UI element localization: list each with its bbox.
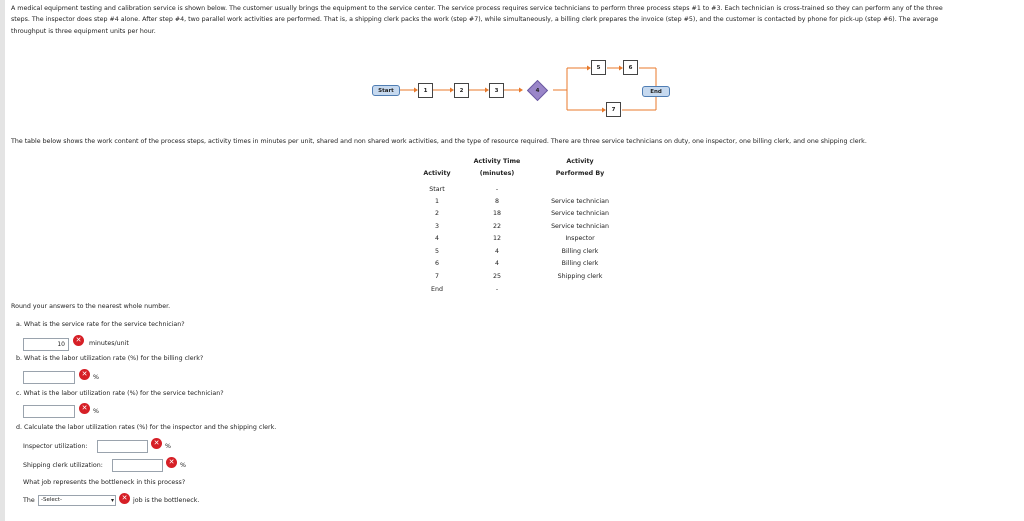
cell-activity: 2 xyxy=(434,210,439,217)
error-icon: ✕ xyxy=(151,438,162,449)
question-c-unit: % xyxy=(93,408,99,415)
header-time-1: Activity Time xyxy=(473,158,521,165)
start-node: Start xyxy=(372,85,400,96)
cell-activity: 5 xyxy=(434,248,439,255)
header-activity: Activity xyxy=(423,170,451,177)
step-node-2: 2 xyxy=(454,83,469,98)
service-rate-input[interactable]: 10 xyxy=(23,338,69,351)
error-icon: ✕ xyxy=(79,403,90,414)
shipping-utilization-label: Shipping clerk utilization: xyxy=(23,462,103,469)
bottleneck-select-value: -Select- xyxy=(41,497,62,503)
cell-activity: 1 xyxy=(434,198,439,205)
round-note: Round your answers to the nearest whole number. xyxy=(11,303,171,310)
cell-activity: 7 xyxy=(434,273,439,280)
error-icon: ✕ xyxy=(119,493,130,504)
cell-activity: End xyxy=(431,286,443,293)
error-icon: ✕ xyxy=(73,335,84,346)
cell-time: 4 xyxy=(494,260,499,267)
end-node: End xyxy=(642,86,670,97)
cell-time: - xyxy=(495,286,499,293)
step-node-5: 5 xyxy=(591,60,606,75)
cell-time: 25 xyxy=(492,273,501,280)
intro-line-3: throughput is three equipment units per hour. xyxy=(11,27,156,35)
inspector-unit: % xyxy=(165,443,171,450)
cell-time: 12 xyxy=(492,235,501,242)
error-icon: ✕ xyxy=(79,369,90,380)
bottleneck-question: What job represents the bottleneck in this process? xyxy=(23,479,186,486)
cell-time: 22 xyxy=(492,223,501,230)
header-performed-2: Performed By xyxy=(555,170,605,177)
cell-activity: 6 xyxy=(434,260,439,267)
question-d-label: d. Calculate the labor utilization rates (%) for the inspector and the shipping clerk. xyxy=(16,424,277,431)
intro-line-2: steps. The inspector does step #4 alone. After step #4, two parallel work activities are performed. That is, a shipping clerk packs the work (step #7), while simultaneously, a billing clerk prepares the invoice (step #5), and the customer is contacted by phone for pick-up (step #6). The average xyxy=(11,16,939,24)
cell-time: 4 xyxy=(494,248,499,255)
cell-time: 8 xyxy=(494,198,499,205)
cell-performed-by: Billing clerk xyxy=(561,260,599,267)
cell-time: 18 xyxy=(492,210,501,217)
step-node-7: 7 xyxy=(606,102,621,117)
step-node-6: 6 xyxy=(623,60,638,75)
question-a-label: a. What is the service rate for the service technician? xyxy=(16,321,185,328)
intro-line-1: A medical equipment testing and calibration service is shown below. The customer usually brings the equipment to the service center. The service process requires service technicians to perform three process steps #1 to #3. Each technician is cross-trained so they can perform any of the three xyxy=(11,5,943,12)
cell-performed-by: Billing clerk xyxy=(561,248,599,255)
question-b-unit: % xyxy=(93,374,99,381)
shipping-clerk-utilization-input[interactable] xyxy=(112,459,163,472)
cell-activity: 3 xyxy=(434,223,439,230)
question-b-label: b. What is the labor utilization rate (%) for the billing clerk? xyxy=(16,355,204,362)
step-node-4: 4 xyxy=(535,87,540,94)
header-performed-1: Activity xyxy=(566,158,594,165)
question-a-unit: minutes/unit xyxy=(89,340,129,347)
cell-performed-by: Inspector xyxy=(565,235,595,242)
bottleneck-suffix: job is the bottleneck. xyxy=(133,497,200,504)
step-node-1: 1 xyxy=(418,83,433,98)
cell-performed-by: Service technician xyxy=(551,223,609,230)
cell-performed-by: Service technician xyxy=(551,210,609,217)
step-node-3: 3 xyxy=(489,83,504,98)
question-c-label: c. What is the labor utilization rate (%) for the service technician? xyxy=(16,390,224,397)
shipping-unit: % xyxy=(180,462,186,469)
header-time-2: (minutes) xyxy=(479,170,515,177)
cell-performed-by: Shipping clerk xyxy=(557,273,603,280)
cell-activity: 4 xyxy=(434,235,439,242)
table-intro: The table below shows the work content of the process steps, activity times in minutes per unit, shared and non shared work activities, and the type of resource required. There are three service technicians on duty, one inspector, one billing clerk, and one shipping clerk. xyxy=(11,138,867,145)
bottleneck-the-label: The xyxy=(23,497,35,504)
cell-time: - xyxy=(495,186,499,193)
bottleneck-select[interactable] xyxy=(38,495,116,506)
billing-clerk-utilization-input[interactable] xyxy=(23,371,75,384)
inspector-utilization-label: Inspector utilization: xyxy=(23,443,88,450)
service-tech-utilization-input[interactable] xyxy=(23,405,75,418)
chevron-down-icon: ▾ xyxy=(110,497,114,504)
flow-connectors xyxy=(0,0,1024,140)
inspector-utilization-input[interactable] xyxy=(97,440,148,453)
cell-activity: Start xyxy=(429,186,445,193)
cell-performed-by: Service technician xyxy=(551,198,609,205)
error-icon: ✕ xyxy=(166,457,177,468)
